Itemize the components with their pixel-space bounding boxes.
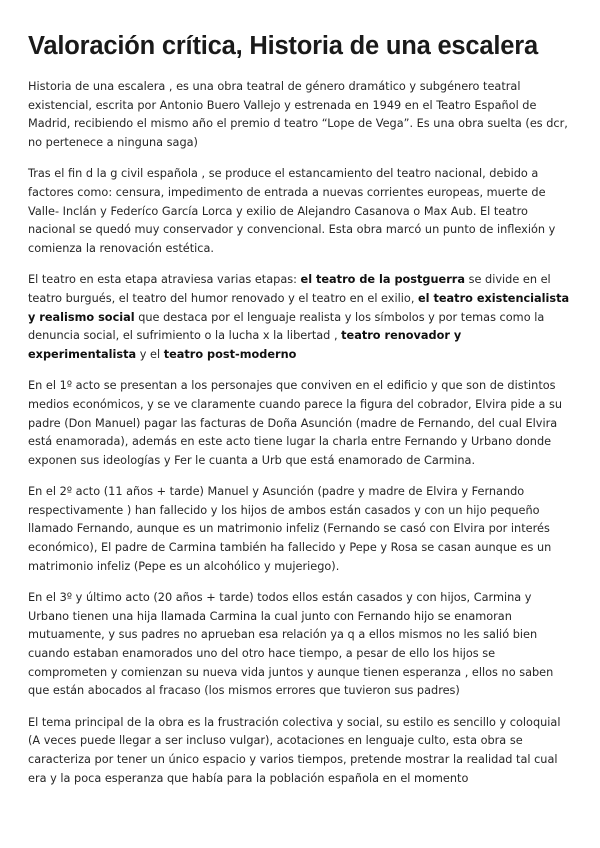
paragraph-act-3: En el 3º y último acto (20 años + tarde) todos ellos están casados y con hijos, Carmina y Urbano tienen una hija llamada Carmina la cual junto con Fernando hijo se enamoran mutuamente, y sus padres no aprueban esa relación ya q a ellos mismos no les salió bien cuando estaban enamorados uno del otro hace tiempo, a pesar de ello los hijos se comprometen y comienzan su nueva vida juntos y aunque tienen esperanza , ellos no saben que están abocados al fracaso (los mismos errores que tuvieron sus padres) <box>28 591 554 698</box>
paragraph-context: Tras el fin d la g civil española , se produce el estancamiento del teatro nacional, debido a factores como: censura, impedimento de entrada a nuevas corrientes europeas, muerte de Valle- Inclán y Federíco García Lorca y exilio de Alejandro Casanova o Max Aub. El teatro nacional se quedó muy conservador y convencional. Esta obra marcó un punto de inflexión y comienza la renovación estética. <box>28 167 556 255</box>
term-existentialist-theatre: el teatro existencialista y realismo social <box>28 291 570 324</box>
term-postwar-theatre: el teatro de la postguerra <box>300 273 465 287</box>
term-postmodern-theatre: teatro post-moderno <box>163 347 297 361</box>
paragraph-act-1: En el 1º acto se presentan a los personajes que conviven en el edificio y que son de distintos medios económicos, y se ve claramente cuando parece la figura del cobrador, Elvira pide a su padre (Don Manuel) pagar las facturas de Doña Asunción (madre de Fernando, del cual Elvira está enamorada), además en este acto tiene lugar la charla entre Fernando y Urbano donde exponen sus ideologías y Fer le cuanta a Urb que está enamorado de Carmina. <box>28 379 563 467</box>
paragraph-intro: Historia de una escalera , es una obra teatral de género dramático y subgénero teatral existencial, escrita por Antonio Buero Vallejo y estrenada en 1949 en el Teatro Español de Madrid, recibiendo el mismo año el premio d teatro “Lope de Vega”. Es una obra suelta (es dcr, no pertenece a ninguna saga) <box>28 80 568 149</box>
paragraph-act-2: En el 2º acto (11 años + tarde) Manuel y Asunción (padre y madre de Elvira y Fernando respectivamente ) han fallecido y los hijos de ambos están casados y con un hijo pequeño llamado Fernando, aunque es un matrimonio infeliz (Fernando se casó con Elvira por interés económico), El padre de Carmina también ha fallecido y Pepe y Rosa se casan aunque es un matrimonio infeliz (Pepe es un alcohólico y mujeriego). <box>28 485 552 573</box>
paragraph-theme: El tema principal de la obra es la frustración colectiva y social, su estilo es sencillo y coloquial (A veces puede llegar a ser incluso vulgar), acotaciones en lenguaje culto, esta obra se caracteriza por tener un único espacio y varios tiempos, pretende mostrar la realidad tal cual era y la poca esperanza que había para la población española en el momento <box>28 715 561 785</box>
page-title: Valoración crítica, Historia de una escalera <box>28 32 538 60</box>
term-renovator-theatre: teatro renovador y experimentalista <box>28 329 462 361</box>
paragraph-stages: El teatro en esta etapa atraviesa varias etapas: el teatro de la postguerra se divide en el teatro burgués, el teatro del humor renovado y el teatro en el exilio, el teatro existencialista y realismo social que destaca por el lenguaje realista y los símbolos y por temas como la denuncia social, el sufrimiento o la lucha x la libertad , teatro renovador y experimentalista y el teatro post-moderno <box>28 273 570 361</box>
